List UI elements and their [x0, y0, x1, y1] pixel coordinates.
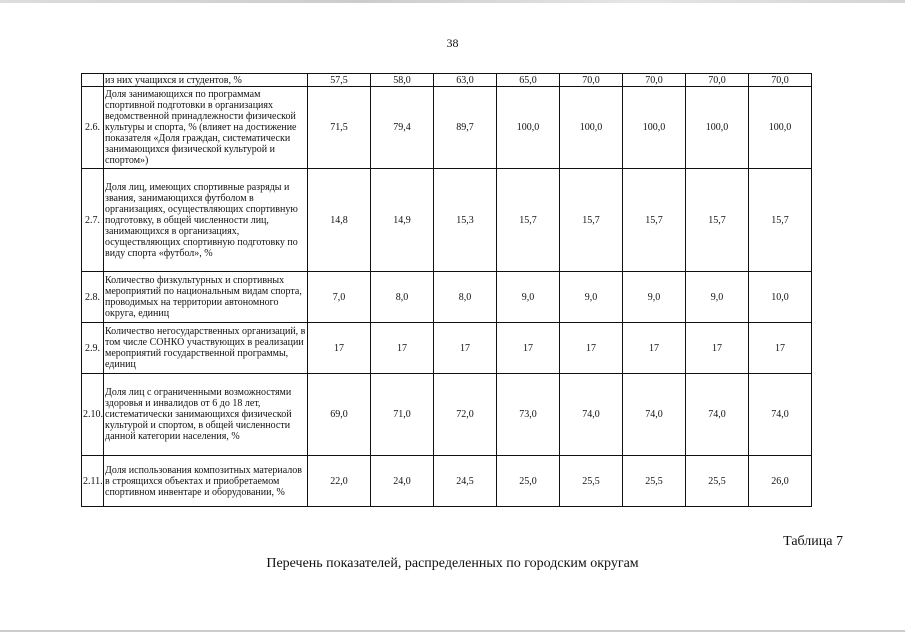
scan-edge-bottom [0, 630, 905, 632]
value-cell: 10,0 [749, 272, 812, 323]
value-cell: 100,0 [686, 87, 749, 169]
value-cell: 15,7 [686, 169, 749, 272]
value-cell: 71,5 [308, 87, 371, 169]
value-cell: 17 [434, 323, 497, 374]
indicator-description: Количество физкультурных и спортивных мероприятий по национальным видам спорта, проводимых на территории автономного округа, единиц [104, 272, 308, 323]
table-caption: Таблица 7 [783, 534, 843, 549]
value-cell: 25,0 [497, 456, 560, 507]
value-cell: 15,7 [560, 169, 623, 272]
value-cell: 17 [371, 323, 434, 374]
value-cell: 24,5 [434, 456, 497, 507]
row-number [82, 74, 104, 87]
value-cell: 74,0 [623, 374, 686, 456]
value-cell: 100,0 [749, 87, 812, 169]
table-body [82, 74, 812, 507]
value-cell: 8,0 [434, 272, 497, 323]
row-number: 2.7. [82, 169, 104, 272]
row-number: 2.8. [82, 272, 104, 323]
indicator-description: Доля использования композитных материалов в строящихся объектах и приобретаемом спортивном инвентаре и оборудовании, % [104, 456, 308, 507]
table-row [82, 169, 812, 272]
table-heading: Перечень показателей, распределенных по городским округам [266, 556, 639, 571]
value-cell: 79,4 [371, 87, 434, 169]
value-cell: 26,0 [749, 456, 812, 507]
value-cell: 9,0 [686, 272, 749, 323]
value-cell: 71,0 [371, 374, 434, 456]
value-cell: 17 [686, 323, 749, 374]
value-cell: 100,0 [497, 87, 560, 169]
table-row [82, 272, 812, 323]
table-row [82, 374, 812, 456]
indicators-table [81, 73, 812, 507]
value-cell: 100,0 [623, 87, 686, 169]
indicator-description: Доля лиц с ограниченными возможностями здоровья и инвалидов от 6 до 18 лет, систематически занимающихся физической культурой и спортом, в общей численности данной категории населения, % [104, 374, 308, 456]
indicator-description: Доля лиц, имеющих спортивные разряды и звания, занимающихся футболом в организациях, осуществляющих спортивную подготовку, в общей численности лиц, занимающихся в организациях, осуществляющих спортивную подготовку по виду спорта «футбол», % [104, 169, 308, 272]
indicator-description: Доля занимающихся по программам спортивной подготовки в организациях ведомственной принадлежности физической культуры и спорта, % (влияет на достижение показателя «Доля граждан, систематически занимающихся физической культурой и спортом») [104, 87, 308, 169]
value-cell: 25,5 [686, 456, 749, 507]
value-cell: 17 [560, 323, 623, 374]
value-cell: 9,0 [623, 272, 686, 323]
value-cell: 74,0 [686, 374, 749, 456]
row-number: 2.9. [82, 323, 104, 374]
value-cell: 72,0 [434, 374, 497, 456]
value-cell: 25,5 [560, 456, 623, 507]
table-row [82, 456, 812, 507]
value-cell: 14,9 [371, 169, 434, 272]
value-cell: 15,7 [623, 169, 686, 272]
row-number: 2.6. [82, 87, 104, 169]
table-row [82, 74, 812, 87]
value-cell: 14,8 [308, 169, 371, 272]
indicator-description: из них учащихся и студентов, % [104, 74, 308, 87]
value-cell: 69,0 [308, 374, 371, 456]
value-cell: 15,3 [434, 169, 497, 272]
value-cell: 8,0 [371, 272, 434, 323]
value-cell: 7,0 [308, 272, 371, 323]
value-cell: 24,0 [371, 456, 434, 507]
value-cell: 70,0 [686, 74, 749, 87]
row-number: 2.10. [82, 374, 104, 456]
page-number: 38 [446, 36, 459, 50]
value-cell: 17 [623, 323, 686, 374]
value-cell: 22,0 [308, 456, 371, 507]
value-cell: 100,0 [560, 87, 623, 169]
value-cell: 70,0 [749, 74, 812, 87]
value-cell: 57,5 [308, 74, 371, 87]
value-cell: 70,0 [560, 74, 623, 87]
value-cell: 89,7 [434, 87, 497, 169]
value-cell: 17 [497, 323, 560, 374]
value-cell: 17 [749, 323, 812, 374]
value-cell: 74,0 [749, 374, 812, 456]
indicator-description: Количество негосударственных организаций, в том числе СОНКО участвующих в реализации мероприятий государственной программы, единиц [104, 323, 308, 374]
value-cell: 9,0 [560, 272, 623, 323]
table-row [82, 323, 812, 374]
table-row [82, 87, 812, 169]
value-cell: 17 [308, 323, 371, 374]
scan-edge-top [0, 0, 905, 3]
value-cell: 15,7 [749, 169, 812, 272]
row-number: 2.11. [82, 456, 104, 507]
value-cell: 65,0 [497, 74, 560, 87]
value-cell: 73,0 [497, 374, 560, 456]
value-cell: 63,0 [434, 74, 497, 87]
value-cell: 70,0 [623, 74, 686, 87]
value-cell: 74,0 [560, 374, 623, 456]
value-cell: 9,0 [497, 272, 560, 323]
value-cell: 15,7 [497, 169, 560, 272]
value-cell: 25,5 [623, 456, 686, 507]
value-cell: 58,0 [371, 74, 434, 87]
